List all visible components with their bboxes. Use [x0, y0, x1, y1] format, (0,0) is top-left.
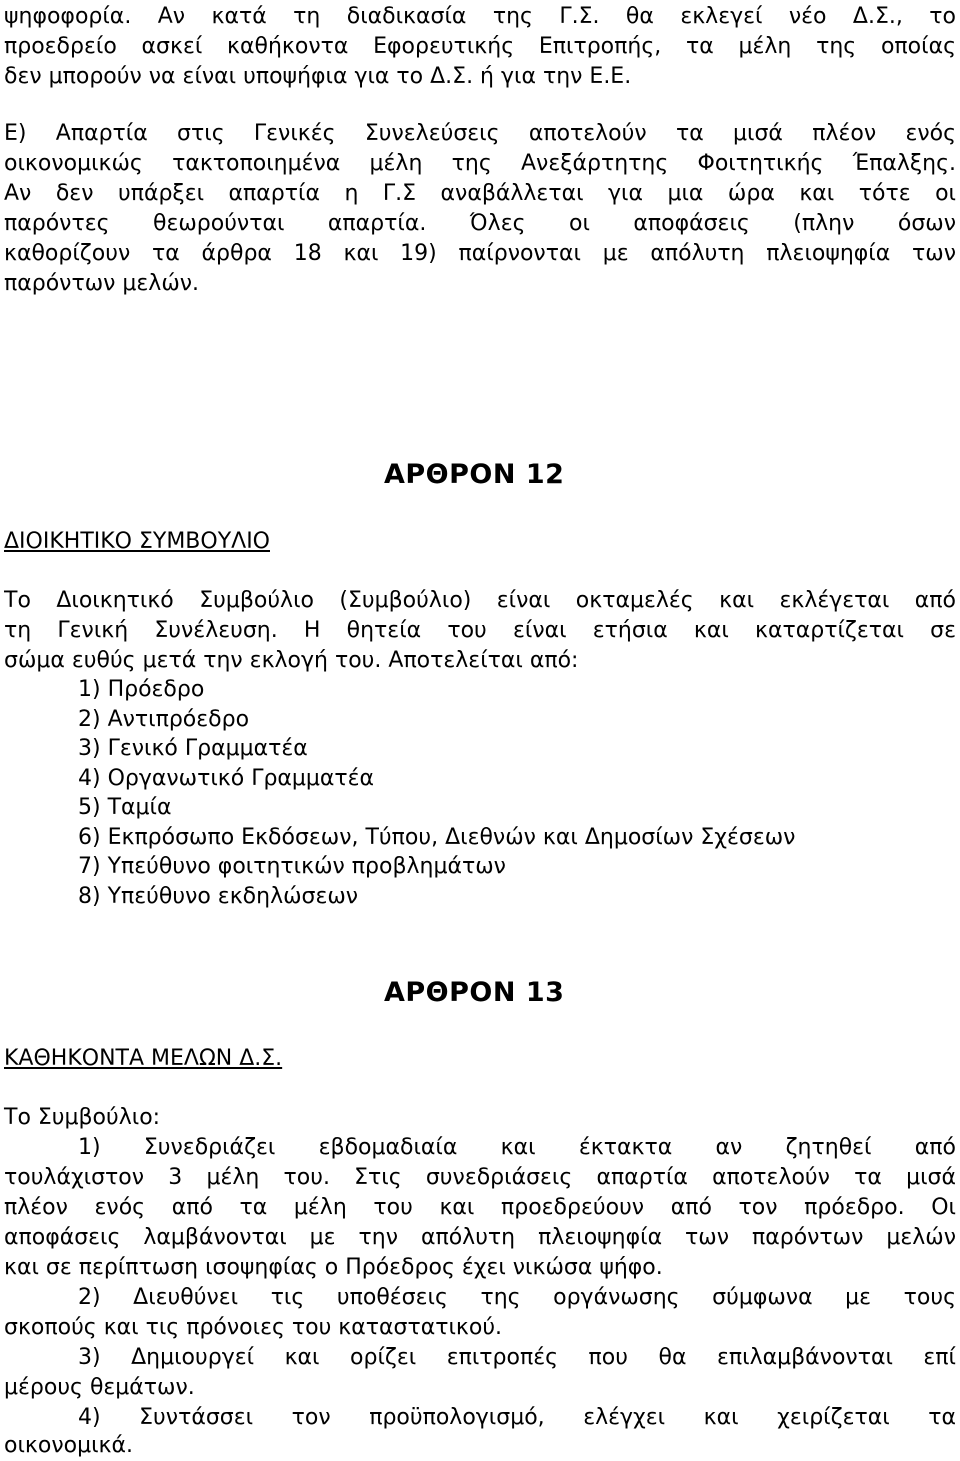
- text-line: τη Γενική Συνέλευση. Η θητεία του είναι ετήσια και καταρτίζεται σε: [4, 618, 956, 643]
- text-line: αποφάσεις λαμβάνονται με την απόλυτη πλειοψηφία των παρόντων μελών: [4, 1225, 956, 1250]
- text-line: σκοπούς και τις πρόνοιες του καταστατικού.: [4, 1315, 503, 1340]
- section-title-duties: ΚΑΘΗΚΟΝΤΑ ΜΕΛΩΝ Δ.Σ.: [4, 1046, 283, 1071]
- section-title-board: ΔΙΟΙΚΗΤΙΚΟ ΣΥΜΒΟΥΛΙΟ: [4, 529, 270, 554]
- text-line: Αν δεν υπάρξει απαρτία η Γ.Σ αναβάλλεται για μια ώρα και τότε οι: [4, 181, 956, 206]
- list-item: 8) Υπεύθυνο εκδηλώσεων: [78, 884, 359, 909]
- text-line: Ε) Απαρτία στις Γενικές Συνελεύσεις αποτελούν τα μισά πλέον ενός: [4, 121, 956, 146]
- list-item: 3) Γενικό Γραμματέα: [78, 736, 308, 761]
- text-line: σώμα ευθύς μετά την εκλογή του. Αποτελείται από:: [4, 648, 579, 673]
- text-line: προεδρείο ασκεί καθήκοντα Εφορευτικής Επιτροπής, τα μέλη της οποίας: [4, 34, 956, 59]
- article-12-heading: ΑΡΘΡΟΝ 12: [384, 459, 565, 490]
- text-line: μέρους θεμάτων.: [4, 1375, 195, 1400]
- text-line: ψηφοφορία. Αν κατά τη διαδικασία της Γ.Σ. θα εκλεγεί νέο Δ.Σ., το: [4, 4, 956, 29]
- text-line: καθορίζουν τα άρθρα 18 και 19) παίρνονται με απόλυτη πλειοψηφία των: [4, 241, 956, 266]
- article-13-heading: ΑΡΘΡΟΝ 13: [384, 977, 565, 1008]
- text-line: παρόντες θεωρούνται απαρτία. Όλες οι αποφάσεις (πλην όσων: [4, 211, 956, 236]
- list-item: 1) Πρόεδρο: [78, 677, 205, 702]
- list-item: 5) Ταμία: [78, 795, 172, 820]
- text-line: 1) Συνεδριάζει εβδομαδιαία και έκτακτα αν ζητηθεί από: [78, 1135, 956, 1160]
- text-line: τουλάχιστον 3 μέλη του. Στις συνεδριάσεις απαρτία αποτελούν τα μισά: [4, 1165, 956, 1190]
- text-line: δεν μπορούν να είναι υποψήφια για το Δ.Σ. ή για την Ε.Ε.: [4, 64, 632, 89]
- text-line: πλέον ενός από τα μέλη του και προεδρεύουν από τον πρόεδρο. Οι: [4, 1195, 956, 1220]
- text-line: και σε περίπτωση ισοψηφίας ο Πρόεδρος έχει νικώσα ψήφο.: [4, 1255, 663, 1280]
- list-item: 6) Εκπρόσωπο Εκδόσεων, Τύπου, Διεθνών και Δημοσίων Σχέσεων: [78, 825, 796, 850]
- text-line: παρόντων μελών.: [4, 271, 200, 296]
- text-line: 4) Συντάσσει τον προϋπολογισμό, ελέγχει και χειρίζεται τα: [78, 1405, 956, 1430]
- text-line: 3) Δημιουργεί και ορίζει επιτροπές που θα επιλαμβάνονται επί: [78, 1345, 956, 1370]
- list-item: 2) Αντιπρόεδρο: [78, 707, 250, 732]
- text-line: οικονομικώς τακτοποιημένα μέλη της Ανεξάρτητης Φοιτητικής Έπαλξης.: [4, 151, 956, 176]
- text-line: Το Συμβούλιο:: [4, 1105, 161, 1130]
- list-item: 4) Οργανωτικό Γραμματέα: [78, 766, 375, 791]
- text-line: Το Διοικητικό Συμβούλιο (Συμβούλιο) είναι οκταμελές και εκλέγεται από: [4, 588, 956, 613]
- text-line: οικονομικά.: [4, 1433, 133, 1458]
- text-line: 2) Διευθύνει τις υποθέσεις της οργάνωσης σύμφωνα με τους: [78, 1285, 956, 1310]
- list-item: 7) Υπεύθυνο φοιτητικών προβλημάτων: [78, 854, 506, 879]
